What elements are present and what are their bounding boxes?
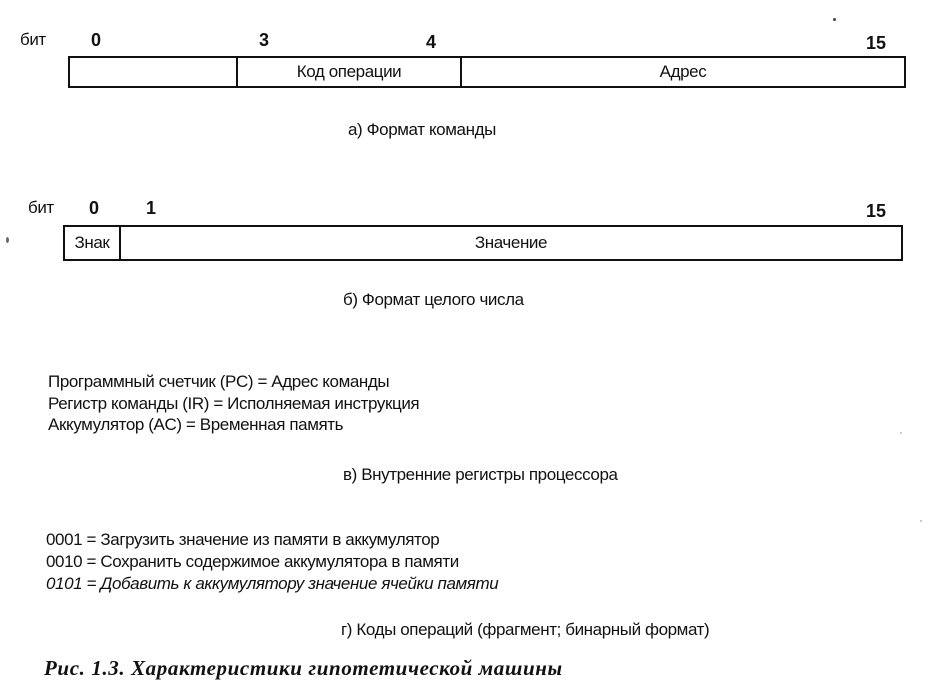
figure-caption: Рис. 1.3. Характеристики гипотетической машины [44, 656, 563, 680]
register-line: Программный счетчик (PC) = Адрес команды [48, 372, 390, 391]
bit-number-15: 15 [866, 33, 887, 53]
scan-speck [920, 520, 922, 522]
bit-number-1: 1 [146, 198, 157, 218]
sign-field: Знак [74, 233, 110, 252]
integer-format-box [63, 225, 903, 261]
bit-number-0: 0 [91, 30, 102, 50]
instruction-format-box [68, 56, 906, 88]
scan-speck [900, 432, 902, 434]
bit-label-b: бит [28, 198, 54, 217]
caption-c: в) Внутренние регистры процессора [343, 465, 618, 484]
opcode-line: 0101 = Добавить к аккумулятору значение ячейки памяти [46, 574, 499, 593]
opcode-line: 0001 = Загрузить значение из памяти в аккумулятор [46, 530, 440, 549]
register-line: Регистр команды (IR) = Исполняемая инструкция [48, 394, 420, 413]
bit-number-3: 3 [259, 30, 270, 50]
caption-b: б) Формат целого числа [343, 290, 524, 309]
scan-speck [833, 18, 836, 21]
bit-number-15: 15 [866, 201, 887, 221]
value-field: Значение [474, 233, 548, 252]
caption-a: а) Формат команды [348, 120, 496, 139]
bit-number-0: 0 [89, 198, 100, 218]
opcode-field: Код операции [296, 62, 402, 81]
address-field: Адрес [659, 62, 707, 81]
caption-d: г) Коды операций (фрагмент; бинарный формат) [341, 620, 710, 639]
bit-number-4: 4 [426, 32, 437, 52]
bit-label-a: бит [20, 30, 46, 49]
register-line: Аккумулятор (AC) = Временная память [48, 415, 344, 434]
opcode-line: 0010 = Сохранить содержимое аккумулятора в памяти [46, 552, 459, 571]
scan-speck [6, 237, 9, 243]
